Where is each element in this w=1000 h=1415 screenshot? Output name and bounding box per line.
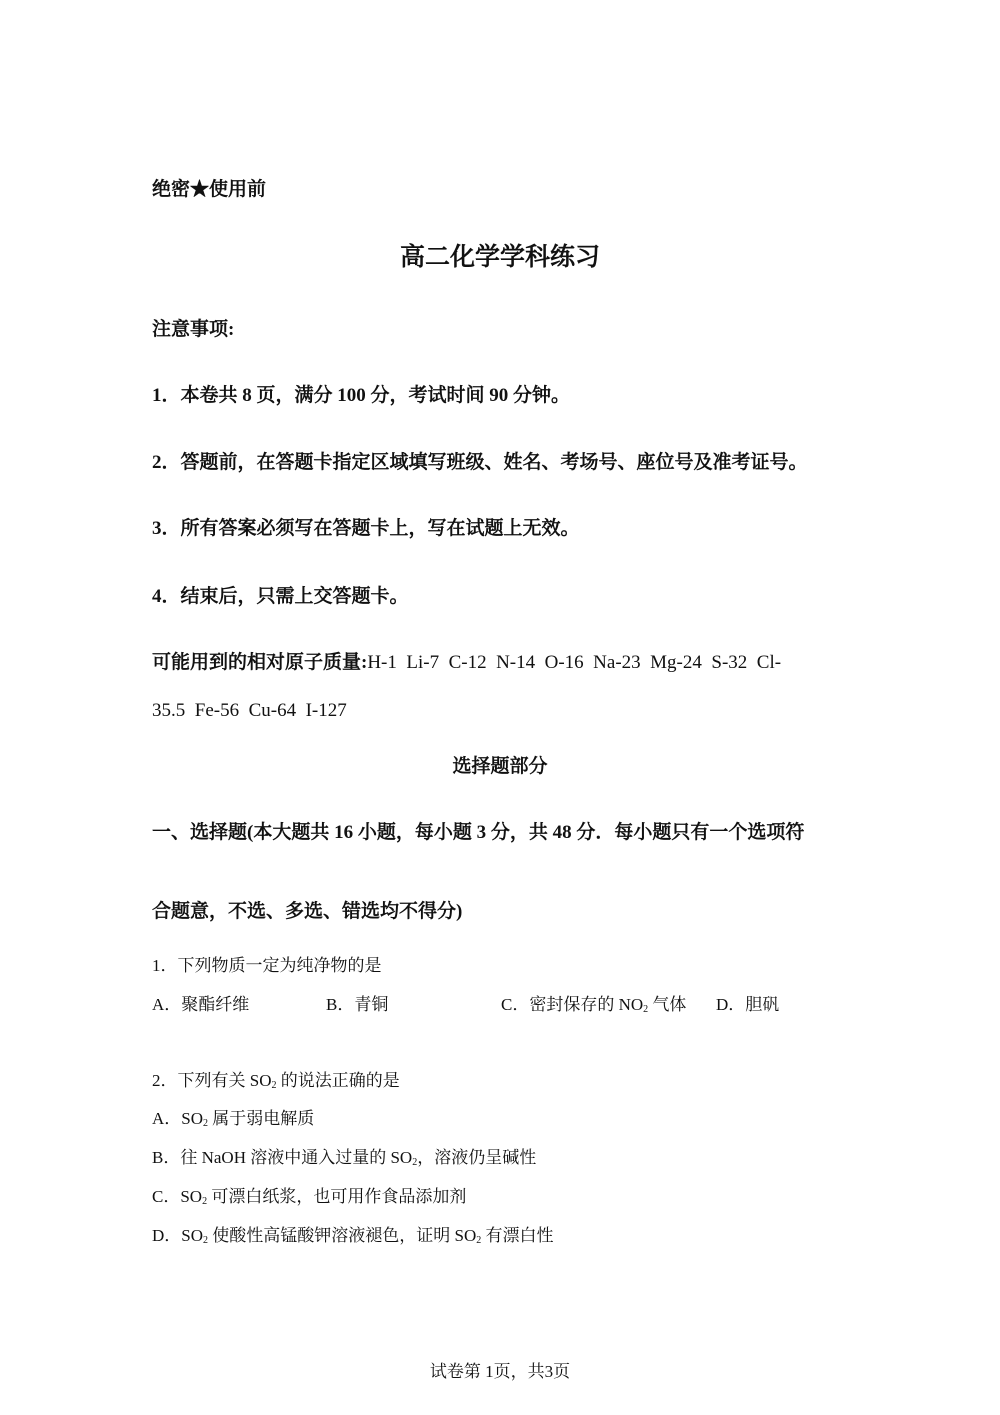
atomic-mass-line-1 — [152, 647, 781, 674]
notes-heading: 注意事项: — [152, 319, 235, 340]
section-instruction-line-2: 合题意，不选、多选、错选均不得分) — [152, 901, 463, 922]
question-2-option-a: A．$SO_2$ 属于弱电解质 — [152, 1109, 315, 1129]
question-2-option-c: C．$SO_2$ 可漂白纸浆，也可用作食品添加剂 — [152, 1187, 467, 1207]
page-footer: 试卷第 1页，共3页 — [429, 1362, 571, 1381]
question-1-option-b: B．青铜 — [326, 995, 389, 1014]
question-2-option-b: B．往 NaOH 溶液中通入过量的 $SO_2$，溶液仍呈碱性 — [152, 1148, 537, 1168]
question-1-option-d: D．胆矾 — [716, 995, 780, 1014]
page-title: 高二化学学科练习 — [399, 244, 600, 271]
question-2-stem: 2．下列有关 $SO_2$ 的说法正确的是 — [152, 1071, 400, 1091]
section-instruction-line-1: 一、选择题(本大题共 16 小题，每小题 3 分，共 48 分．每小题只有一个选项符 — [152, 822, 805, 843]
atomic-mass-line-2: 35.5 Fe-56 Cu-64 I-127 — [152, 700, 347, 721]
note-item-4: 4．结束后，只需上交答题卡。 — [152, 586, 409, 607]
question-2-option-d: D．$SO_2$ 使酸性高锰酸钾溶液褪色，证明 $SO_2$ 有漂白性 — [152, 1226, 554, 1246]
question-1-option-c: C．密封保存的 $NO_2$ 气体 — [501, 995, 687, 1015]
atomic-mass-values-1: H-1 Li-7 C-12 N-14 O-16 Na-23 Mg-24 S-32 Cl- — [367, 652, 782, 673]
note-item-3: 3．所有答案必须写在答题卡上，写在试题上无效。 — [152, 518, 580, 539]
question-1-option-a: A．聚酯纤维 — [152, 995, 250, 1014]
secret-label: 绝密★使用前 — [152, 179, 267, 200]
atomic-mass-label: 可能用到的相对原子质量: — [152, 652, 368, 673]
section-title: 选择题部分 — [452, 756, 548, 777]
note-item-1: 1．本卷共 8 页，满分 100 分，考试时间 90 分钟。 — [152, 385, 571, 406]
note-item-2: 2．答题前，在答题卡指定区域填写班级、姓名、考场号、座位号及准考证号。 — [152, 452, 808, 473]
question-1-stem: 1．下列物质一定为纯净物的是 — [152, 956, 382, 975]
